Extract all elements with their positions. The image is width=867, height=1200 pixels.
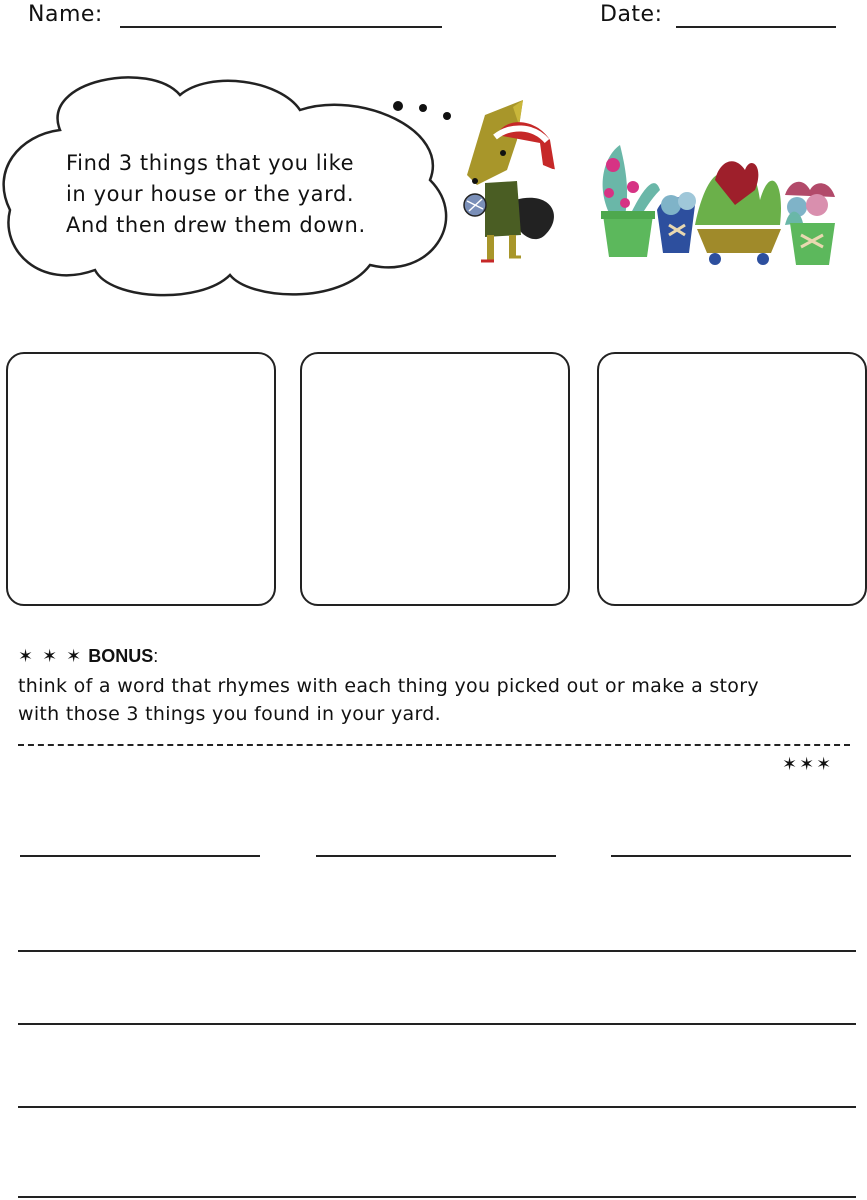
rhyme-line-1[interactable] [20,855,260,857]
date-label: Date: [600,2,663,27]
fox-illustration [455,95,565,270]
bonus-title: BONUS [88,646,154,666]
name-field-line[interactable] [120,26,442,28]
plants-illustration [585,135,860,270]
bonus-stars: ✶ ✶ ✶ [18,646,84,666]
bonus-colon: : [153,646,159,666]
bonus-instructions [18,672,858,728]
instruction-line-1: Find 3 things that you like [66,151,355,175]
bonus-line-2: with those 3 things you found in your yard. [18,703,441,725]
rhyme-line-3[interactable] [611,855,851,857]
bonus-line-1: think of a word that rhymes with each thing you picked out or make a story [18,675,759,697]
instruction-line-2: in your house or the yard. [66,182,355,206]
story-line-2[interactable] [18,1023,856,1025]
instruction-text [66,148,366,241]
story-line-3[interactable] [18,1106,856,1108]
dashed-divider [18,744,850,746]
bonus-heading [18,646,158,667]
date-field-line[interactable] [676,26,836,28]
drawing-box-3[interactable] [597,352,867,606]
drawing-box-1[interactable] [6,352,276,606]
story-line-1[interactable] [18,950,856,952]
drawing-box-2[interactable] [300,352,570,606]
name-label: Name: [28,2,103,27]
instruction-line-3: And then drew them down. [66,213,366,237]
story-line-4[interactable] [18,1196,856,1198]
rhyme-line-2[interactable] [316,855,556,857]
end-stars: ✶✶✶ [782,754,834,775]
